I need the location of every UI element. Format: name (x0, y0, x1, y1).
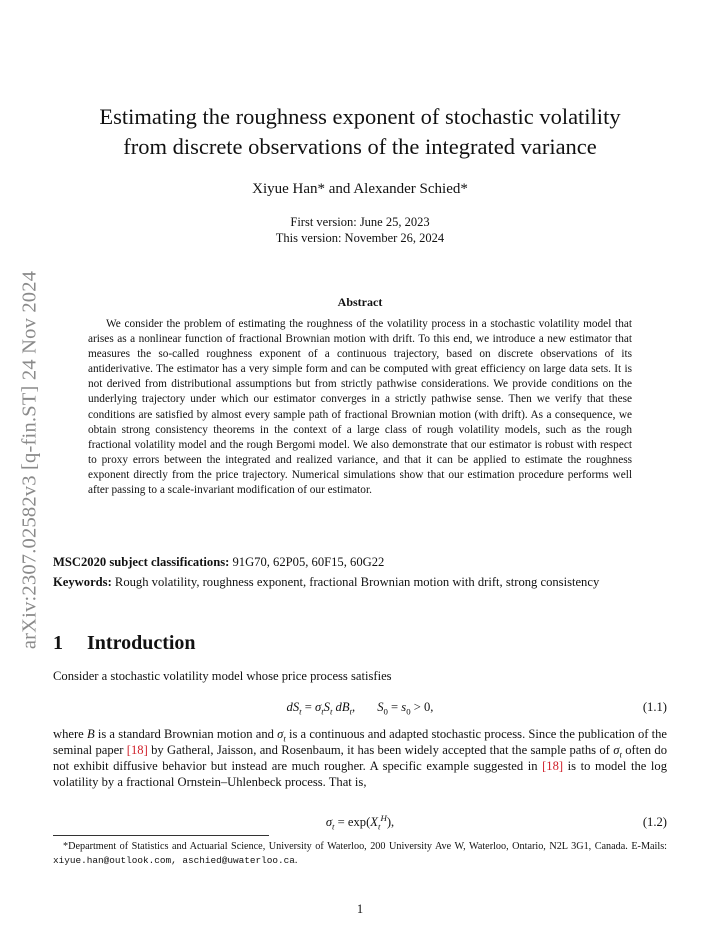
intro-text-segment: is a continuous and adapted stochastic process. Since the publication of the seminal paper (53, 727, 668, 757)
intro-paragraph-2: where B is a standard Brownian motion and $\sigma_t$ is a continuous and adapted stochastic process. Since the publication of the seminal paper [18] by Gatheral, Jaisson, and Rosenbaum, it has been widely accepted that the sample paths of $\sigma_t$ often do not exhibit diffusive behavior but instead are much rougher. A specific example suggested in [18] is to model the log volatility by a fractional Ornstein–Uhlenbeck process. That is, (53, 727, 668, 789)
keywords (53, 574, 667, 590)
authors: Xiyue Han* and Alexander Schied* (252, 181, 468, 197)
section-number: 1 (53, 632, 63, 654)
footnote-rule (53, 835, 269, 836)
first-version-date: First version: June 25, 2023 (290, 215, 430, 229)
intro-text-segment: where (53, 727, 84, 741)
section-title: Introduction (87, 632, 196, 654)
footnote-emails[interactable]: xiyue.han@outlook.com, aschied@uwaterloo.ca (53, 855, 295, 866)
msc-value: 91G70, 62P05, 60F15, 60G22 (232, 555, 385, 569)
abstract-text: We consider the problem of estimating the roughness of the volatility process in a stochastic volatility model that arises as a nonlinear function of fractional Brownian motion with drift. To this end, we introduce a new estimator that measures the so-called roughness exponent of a continuous trajectory, based on discrete observations of its antiderivative. The estimator has a very simple form and can be computed with great efficiency on large data sets. It is not derived from distributional assumptions but from strictly pathwise considerations. We provide conditions on the underlying trajectory under which our estimator converges in a strictly pathwise sense. Then we verify that these conditions are satisfied by almost every sample path of fractional Brownian motion (with drift). As a consequence, we obtain strong consistency theorems in the context of a large class of rough volatility models, such as the rough fractional volatility model and the rough Bergomi model. We also demonstrate that our estimator is robust with respect to proxy errors between the integrated and realized variance, and that it can be applied to estimate the roughness exponent directly from the price trajectory. Numerical simulations show that our estimation procedure performs well after passing to a scale-invariant modification of our estimator. (88, 318, 632, 497)
citation-link-18[interactable]: [18] (126, 743, 148, 757)
title-line-2: from discrete observations of the integrated variance (123, 134, 597, 159)
page-number: 1 (356, 902, 364, 916)
keywords-label: Keywords: (53, 575, 112, 589)
paper-title (40, 102, 680, 162)
msc-classifications (53, 554, 667, 570)
citation-link-18[interactable]: [18] (542, 759, 564, 773)
equation-1-2-tag: (1.2) (642, 815, 667, 829)
arxiv-stamp-text: arXiv:2307.02582v3 [q-fin.ST] 24 Nov 2024 (18, 270, 41, 650)
equation-1-1-tag: (1.1) (642, 700, 667, 714)
version-dates (40, 214, 680, 246)
title-line-1: Estimating the roughness exponent of stochastic volatility (99, 104, 621, 129)
intro-text-segment: is to model the log volatility by a fractional Ornstein–Uhlenbeck process. That is, (53, 759, 668, 789)
keywords-value: Rough volatility, roughness exponent, fractional Brownian motion with drift, strong consistency (114, 575, 600, 589)
footnote-text: *Department of Statistics and Actuarial Science, University of Waterloo, 200 University Ave W, Waterloo, Ontario, N2L 3G1, Canada. E-Mails: (63, 841, 667, 852)
intro-text-segment: is a standard Brownian motion and (97, 727, 274, 741)
equation-1-1-body: $dS_t = \sigma_tS_t$ $dB_t$, $S_0 = s_0 > 0$, (286, 700, 434, 717)
this-version-date: This version: November 26, 2024 (275, 231, 445, 245)
footnote (53, 840, 667, 868)
msc-label: MSC2020 subject classifications: (53, 555, 230, 569)
intro-paragraph-1: Consider a stochastic volatility model whose price process satisfies (53, 669, 392, 683)
equation-1-2-body: $\sigma_t = \exp(X_t^H)$, (325, 812, 395, 832)
section-heading (53, 632, 196, 655)
abstract-heading: Abstract (337, 295, 383, 309)
intro-text-segment: by Gatheral, Jaisson, and Rosenbaum, it has been widely accepted that the sample paths of (151, 743, 610, 757)
intro-text-segment: often do not exhibit diffusive behavior but instead are much rougher. A specific example suggested in (53, 743, 668, 773)
footnote-end: . (294, 855, 298, 866)
